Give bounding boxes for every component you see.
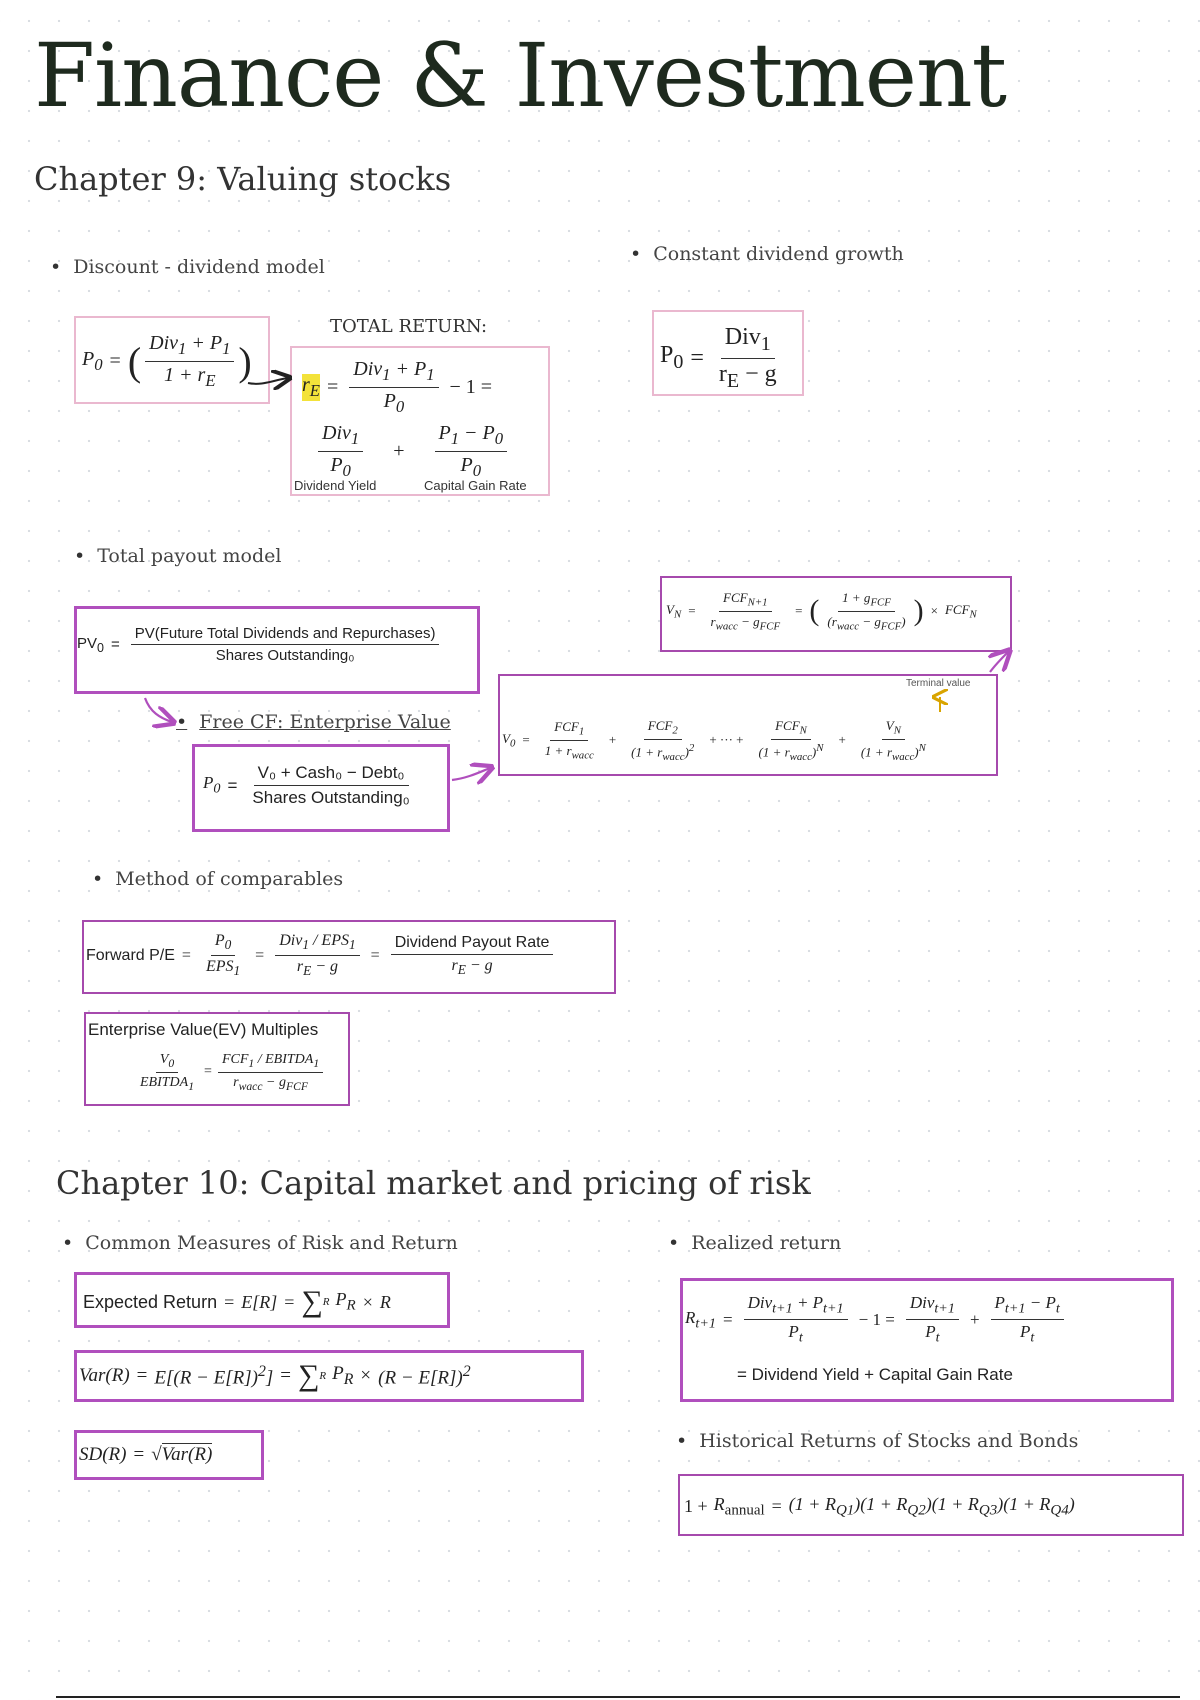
bullet-common-measures: • Common Measures of Risk and Return <box>62 1232 458 1254</box>
formula-discount-dividend: $P_0$ = ( $\frac{Div_1 + P_1}{1 + r_E}$ ) <box>74 316 270 404</box>
total-return-label: TOTAL RETURN: <box>330 316 488 337</box>
formula-realized-return: $R_{t+1}$ = $\frac{Div_{t+1} + P_{t+1}}{P_t}$ − 1 = $\frac{Div_{t+1}}{P_t}$ + $\frac{P_{t+1} - P_t}{P_t}$ = Dividend Yield + Capital Gain Rate <box>680 1278 1174 1402</box>
formula-terminal-value: $V_N$ = $\frac{FCF_{N+1}}{r_{wacc} - g_{FCF}}$ = ( $\frac{1 + g_{FCF}}{(r_{wacc} - g_{FCF})}$ ) × $FCF_N$ <box>660 576 1012 652</box>
formula-ev-multiples: Enterprise Value(EV) Multiples $\frac{V_0}{EBITDA_1}$ = $\frac{FCF_1 / EBITDA_1}{r_{wacc} - g_{FCF}}$ <box>84 1012 350 1106</box>
expected-return-label: Expected Return <box>83 1291 218 1312</box>
ev-numerator: V₀ + Cash₀ − Debt₀ <box>254 763 409 786</box>
formula-standard-deviation: SD(R) = √ Var(R) <box>74 1430 264 1480</box>
bullet-realized-return: • Realized return <box>668 1232 841 1254</box>
formula-total-payout: $PV_0$ = $\frac{\text{PV(Future Total Dividends and Repurchases)}}{\text{Shares Outstanding₀}}$ <box>74 606 480 694</box>
formula-share-price-ev: $P_0$ = $\frac{\text{V₀ + Cash₀ − Debt₀}}{\text{Shares Outstanding₀}}$ <box>192 744 450 832</box>
formula-expected-return: Expected Return = E[R] = ∑ R $P_R$ × R <box>74 1272 450 1328</box>
ev-multiples-label: Enterprise Value(EV) Multiples <box>88 1020 319 1039</box>
formula-forward-pe: Forward P/E = $\frac{P_0}{EPS_1}$ = $\frac{Div_1 / EPS_1}{r_E - g}$ = $\frac{\text{Dividend Payout Rate}}{r_E - g}$ <box>82 920 616 994</box>
arrow-share-price-to-ev <box>452 768 490 780</box>
bullet-discount-dividend-model: • Discount - dividend model <box>50 256 325 278</box>
page-title: Finance & Investment <box>34 24 1006 127</box>
forward-pe-label: Forward P/E <box>86 946 175 964</box>
dividend-yield-plus-capital-gain: = Dividend Yield + Capital Gain Rate <box>737 1365 1013 1384</box>
capital-gain-rate-caption: Capital Gain Rate <box>424 478 527 493</box>
formula-constant-growth: $P_0$ = $\frac{Div_1}{r_E - g}$ <box>652 310 804 396</box>
bullet-historical-returns: • Historical Returns of Stocks and Bonds <box>676 1430 1078 1452</box>
ev-denominator: Shares Outstanding₀ <box>252 788 410 807</box>
bullet-free-cf-enterprise-value: • Free CF: Enterprise Value <box>176 711 451 733</box>
arrow-terminal-to-vn <box>990 652 1008 672</box>
terminal-value-caption: Terminal value <box>906 678 971 689</box>
chapter-10-heading: Chapter 10: Capital market and pricing of risk <box>56 1164 811 1202</box>
formula-annual-return: 1 + $R_{annual}$ = $(1 + R_{Q1})(1 + R_{Q2})(1 + R_{Q3})(1 + R_{Q4})$ <box>678 1474 1184 1536</box>
bullet-method-of-comparables: • Method of comparables <box>92 868 343 890</box>
chapter-9-heading: Chapter 9: Valuing stocks <box>34 160 452 198</box>
pv-denominator: Shares Outstanding₀ <box>215 647 355 664</box>
dividend-yield-caption: Dividend Yield <box>294 478 377 493</box>
bullet-total-payout-model: • Total payout model <box>74 545 281 567</box>
dividend-payout-rate-label: Dividend Payout Rate <box>391 934 554 955</box>
formula-variance: Var(R) = $E[(R - E[R])^2]$ = ∑ R $P_R$ × $(R - E[R])^2$ <box>74 1350 584 1402</box>
arrow-discount-to-total-return <box>248 378 288 384</box>
pv-numerator: PV(Future Total Dividends and Repurchases) <box>131 625 440 645</box>
formula-total-return: $r_E$ = $\frac{Div_1 + P_1}{P_0}$ − 1 = $\frac{Div_1}{P_0}$ + $\frac{P_1 - P_0}{P_0}$ Dividend Yield Capital Gain Rate <box>290 346 550 496</box>
arrow-payout-to-freecf <box>145 698 172 722</box>
bullet-constant-dividend-growth: • Constant dividend growth <box>630 243 904 265</box>
formula-enterprise-value: Terminal value $V_0$ = $\frac{FCF_1}{1 + r_{wacc}}$ + $\frac{FCF_2}{(1 + r_{wacc})^2}$ + ··· + $\frac{FCF_N}{(1 + r_{wacc})^N}$ + $\frac{V_N}{(1 + r_{wacc})^N}$ <box>498 674 998 776</box>
